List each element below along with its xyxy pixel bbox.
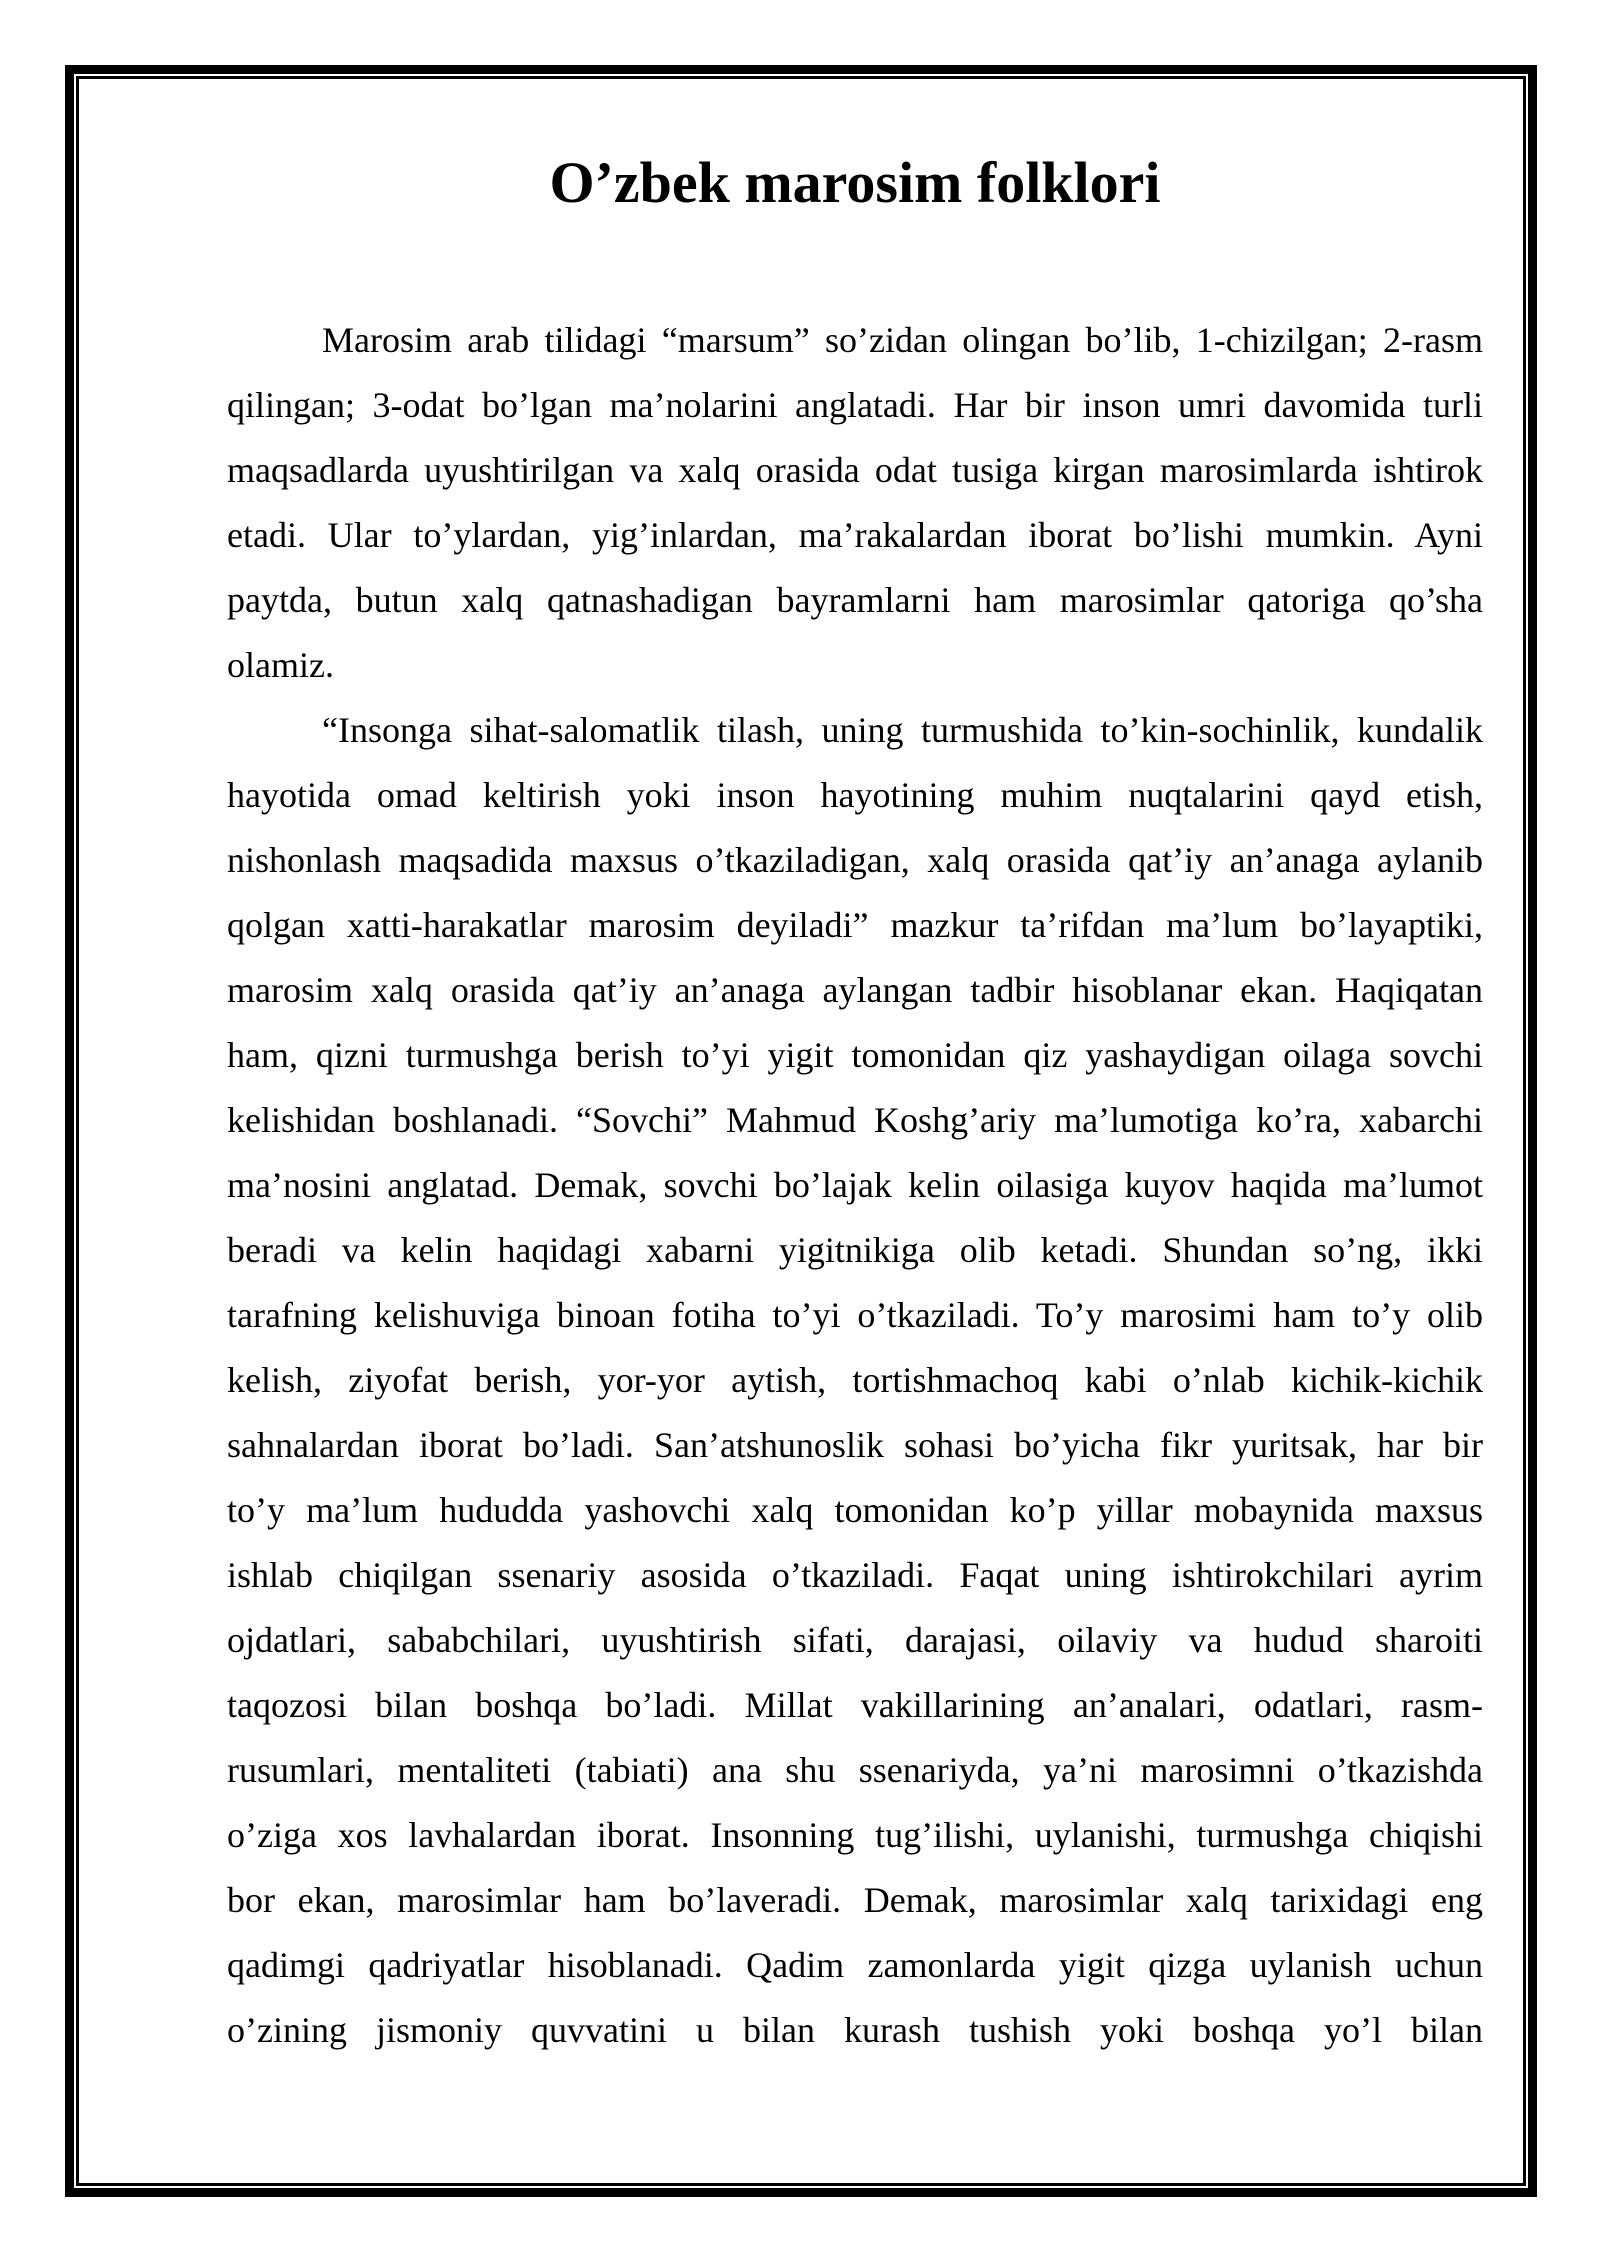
text-line: olamiz. (227, 645, 334, 685)
text-line: Marosim arab tilidagi “marsum” so’zidan olingan bo’lib, 1-chizilgan; 2-rasm (322, 320, 1483, 360)
text-line: ham, qizni turmushga berish to’yi yigit tomonidan qiz yashaydigan oilaga sovchi (227, 1035, 1483, 1075)
text-line: kelish, ziyofat berish, yor-yor aytish, tortishmachoq kabi o’nlab kichik-kichik (227, 1360, 1483, 1400)
text-line: “Insonga sihat-salomatlik tilash, uning turmushida to’kin-sochinlik, kundalik (322, 710, 1483, 750)
page-title: O’zbek marosim folklori (549, 150, 1161, 215)
document-body (227, 308, 1483, 2063)
text-line: rusumlari, mentaliteti (tabiati) ana shu ssenariyda, ya’ni marosimni o’tkazishda (227, 1750, 1483, 1790)
text-line: ojdatlari, sababchilari, uyushtirish sifati, darajasi, oilaviy va hudud sharoiti (227, 1620, 1483, 1660)
text-line: etadi. Ular to’ylardan, yig’inlardan, ma’rakalardan iborat bo’lishi mumkin. Ayni (227, 515, 1483, 555)
text-line: paytda, butun xalq qatnashadigan bayramlarni ham marosimlar qatoriga qo’sha (227, 580, 1483, 620)
text-line: nishonlash maqsadida maxsus o’tkaziladigan, xalq orasida qat’iy an’anaga aylanib (227, 840, 1483, 880)
text-line: tarafning kelishuviga binoan fotiha to’yi o’tkaziladi. To’y marosimi ham to’y olib (227, 1295, 1483, 1335)
text-line: ishlab chiqilgan ssenariy asosida o’tkaziladi. Faqat uning ishtirokchilari ayrim (227, 1555, 1483, 1595)
text-line: beradi va kelin haqidagi xabarni yigitnikiga olib ketadi. Shundan so’ng, ikki (227, 1230, 1483, 1270)
text-line: qilingan; 3-odat bo’lgan ma’nolarini anglatadi. Har bir inson umri davomida turli (227, 385, 1483, 425)
text-line: o’zining jismoniy quvvatini u bilan kurash tushish yoki boshqa yo’l bilan (227, 2010, 1483, 2050)
text-line: hayotida omad keltirish yoki inson hayotining muhim nuqtalarini qayd etish, (227, 775, 1483, 815)
text-line: taqozosi bilan boshqa bo’ladi. Millat vakillarining an’analari, odatlari, rasm- (227, 1685, 1483, 1725)
text-line: sahnalardan iborat bo’ladi. San’atshunoslik sohasi bo’yicha fikr yuritsak, har bir (227, 1425, 1483, 1465)
text-line: to’y ma’lum hududda yashovchi xalq tomonidan ko’p yillar mobaynida maxsus (227, 1490, 1483, 1530)
text-line: o’ziga xos lavhalardan iborat. Insonning tug’ilishi, uylanishi, turmushga chiqishi (227, 1815, 1483, 1855)
text-line: maqsadlarda uyushtirilgan va xalq orasida odat tusiga kirgan marosimlarda ishtirok (227, 450, 1483, 490)
text-line: kelishidan boshlanadi. “Sovchi” Mahmud Koshg’ariy ma’lumotiga ko’ra, xabarchi (227, 1100, 1483, 1140)
text-line: bor ekan, marosimlar ham bo’laveradi. Demak, marosimlar xalq tarixidagi eng (227, 1880, 1483, 1920)
text-line: marosim xalq orasida qat’iy an’anaga aylangan tadbir hisoblanar ekan. Haqiqatan (227, 970, 1483, 1010)
text-line: ma’nosini anglatad. Demak, sovchi bo’lajak kelin oilasiga kuyov haqida ma’lumot (227, 1165, 1483, 1205)
text-line: qolgan xatti-harakatlar marosim deyiladi” mazkur ta’rifdan ma’lum bo’layaptiki, (227, 905, 1483, 945)
text-line: qadimgi qadriyatlar hisoblanadi. Qadim zamonlarda yigit qizga uylanish uchun (227, 1945, 1483, 1985)
